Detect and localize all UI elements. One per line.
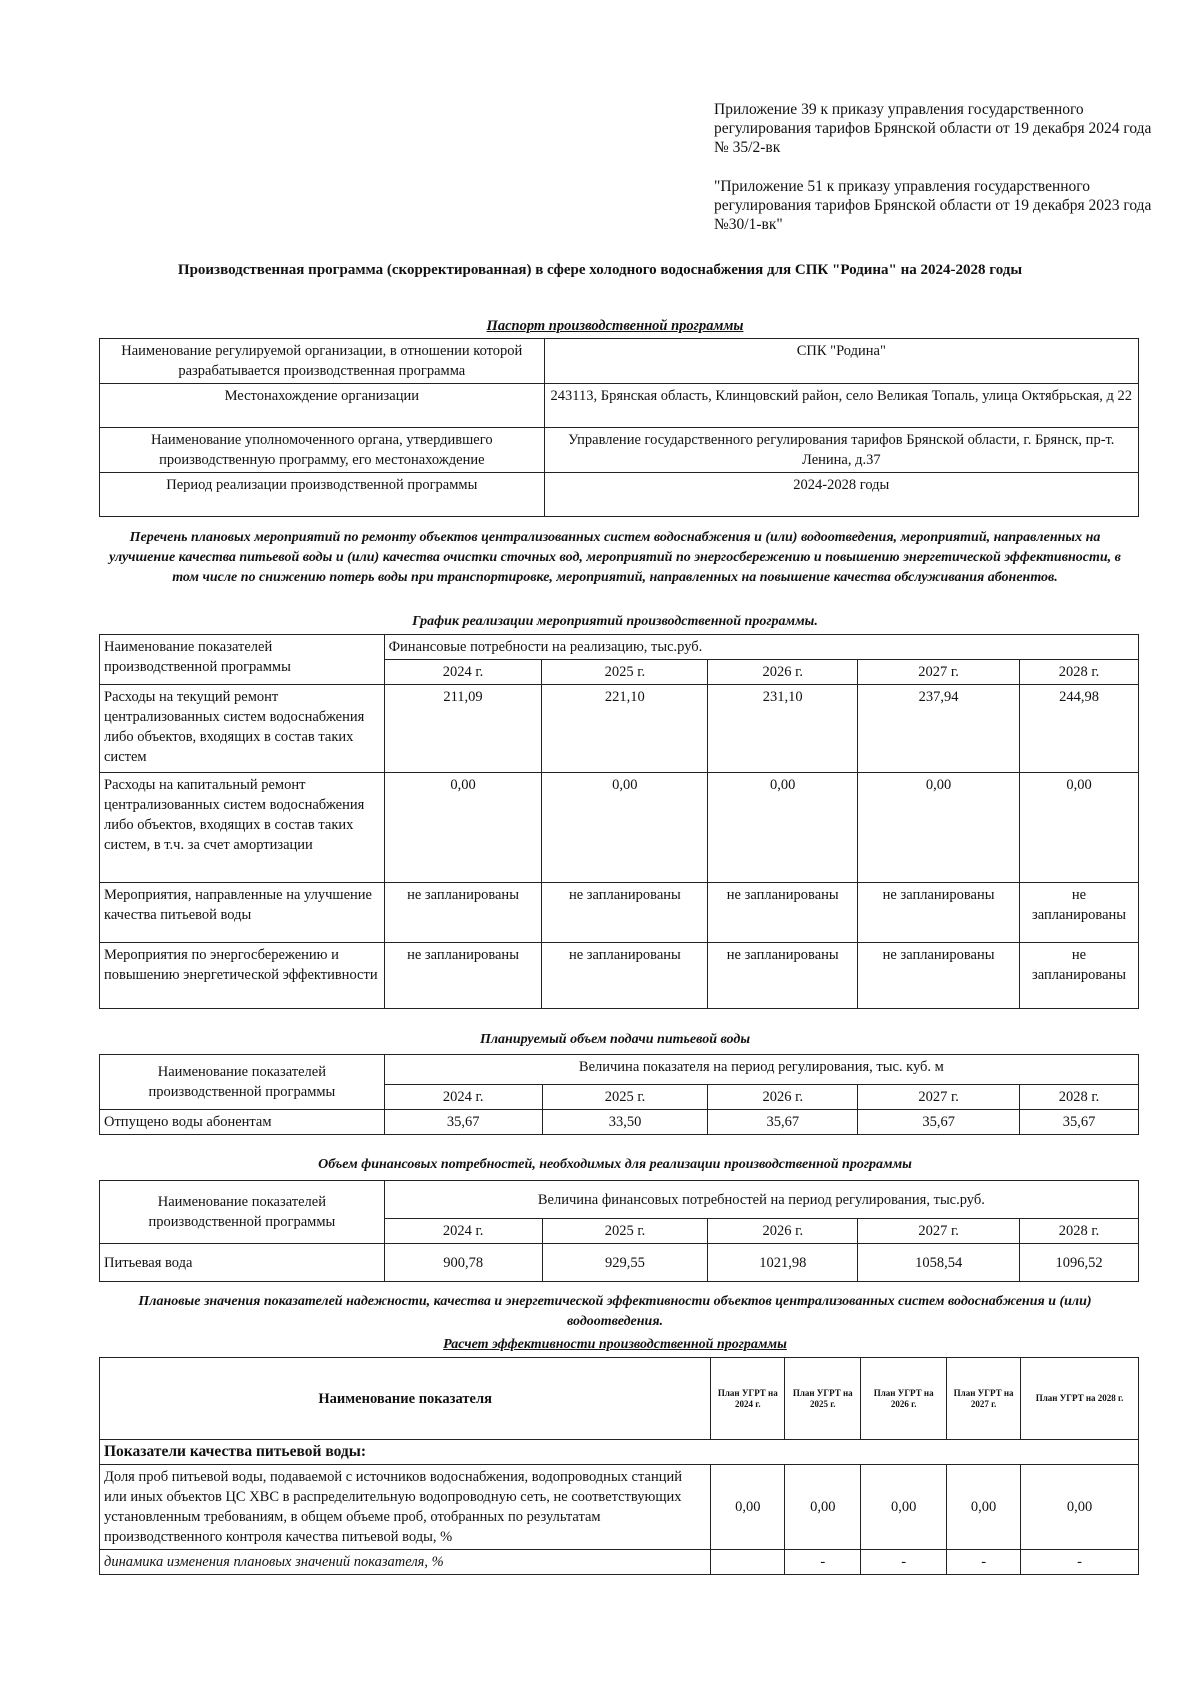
table-row xyxy=(100,773,1139,883)
cell-value: 0,00 xyxy=(542,773,708,883)
cell-value: 0,00 xyxy=(711,1465,785,1550)
passport-label: Наименование регулируемой организации, в отношении которой разрабатывается производственная программа xyxy=(100,339,545,384)
passport-value: 243113, Брянская область, Клинцовский район, село Великая Топаль, улица Октябрьская, д 22 xyxy=(544,384,1138,428)
cell-value: 0,00 xyxy=(1020,773,1139,883)
measures-heading: Перечень плановых мероприятий по ремонту объектов централизованных систем водоснабжения и (или) водоотведения, мероприятий, направленных на улучшение качества питьевой воды и (или) качества очистки сточных вод, мероприятий по энергосбережению и повышению энергетической эффективности, в том числе по снижению потерь воды при транспортировке, мероприятий, направленных на повышение качества обслуживания абонентов. xyxy=(109,530,1121,585)
supply-heading: Планируемый объем подачи питьевой воды xyxy=(479,1032,751,1047)
column-header: Наименование показателей производственной программы xyxy=(100,635,385,685)
cell-value: 221,10 xyxy=(542,685,708,773)
table-row xyxy=(100,883,1139,943)
group-header: Величина показателя на период регулирования, тыс. куб. м xyxy=(384,1055,1138,1085)
cell-value: 0,00 xyxy=(1021,1465,1139,1550)
cell-value: 211,09 xyxy=(384,685,542,773)
cell-value: 0,00 xyxy=(384,773,542,883)
cell-value: 0,00 xyxy=(858,773,1020,883)
year-header: 2026 г. xyxy=(708,660,858,685)
passport-table xyxy=(99,338,1139,517)
year-header: 2024 г. xyxy=(384,1219,542,1244)
finance-table xyxy=(99,1180,1139,1282)
cell-value: 0,00 xyxy=(708,773,858,883)
year-header: 2027 г. xyxy=(858,1085,1020,1110)
year-header: 2026 г. xyxy=(708,1219,858,1244)
year-header: 2024 г. xyxy=(384,1085,542,1110)
cell-value xyxy=(711,1550,785,1575)
efficiency-table xyxy=(99,1357,1139,1575)
cell-value: 0,00 xyxy=(947,1465,1021,1550)
header-line-2: "Приложение 51 к приказу управления государственного регулирования тарифов Брянской области от 19 декабря 2023 года №30/1-вк" xyxy=(714,178,1152,233)
year-header: 2026 г. xyxy=(708,1085,858,1110)
order-header xyxy=(714,100,1154,254)
efficiency-heading: Плановые значения показателей надежности, качества и энергетической эффективности объектов централизованных систем водоснабжения и (или) водоотведения. xyxy=(138,1294,1092,1329)
cell-value: не запланированы xyxy=(542,943,708,1009)
plan-header: План УГРТ на 2025 г. xyxy=(785,1358,861,1440)
year-header: 2028 г. xyxy=(1020,1219,1139,1244)
table-row xyxy=(100,1055,1139,1085)
row-label: Мероприятия, направленные на улучшение качества питьевой воды xyxy=(100,883,385,943)
cell-value: не запланированы xyxy=(708,883,858,943)
cell-value: 0,00 xyxy=(861,1465,947,1550)
cell-value: не запланированы xyxy=(1020,943,1139,1009)
row-label: Мероприятия по энергосбережению и повышению энергетической эффективности xyxy=(100,943,385,1009)
header-line-1: Приложение 39 к приказу управления государственного регулирования тарифов Брянской области от 19 декабря 2024 года № 35/2-вк xyxy=(714,101,1152,156)
row-label: Питьевая вода xyxy=(100,1244,385,1282)
table-row xyxy=(100,384,1139,428)
cell-value: 35,67 xyxy=(708,1110,858,1135)
table-row xyxy=(100,428,1139,473)
cell-value: 0,00 xyxy=(785,1465,861,1550)
measures-subheading: График реализации мероприятий производственной программы. xyxy=(412,614,818,629)
cell-value: 237,94 xyxy=(858,685,1020,773)
cell-value: не запланированы xyxy=(542,883,708,943)
finance-heading: Объем финансовых потребностей, необходимых для реализации производственной программы xyxy=(318,1157,912,1172)
year-header: 2025 г. xyxy=(542,660,708,685)
table-row xyxy=(100,635,1139,660)
cell-value: не запланированы xyxy=(384,943,542,1009)
plan-header: План УГРТ на 2024 г. xyxy=(711,1358,785,1440)
plan-header: План УГРТ на 2028 г. xyxy=(1021,1358,1139,1440)
row-label: Отпущено воды абонентам xyxy=(100,1110,385,1135)
measures-table xyxy=(99,634,1139,1009)
row-label: Расходы на капитальный ремонт централизованных систем водоснабжения либо объектов, входящих в состав таких систем, в т.ч. за счет амортизации xyxy=(100,773,385,883)
table-row xyxy=(100,1440,1139,1465)
passport-label: Местонахождение организации xyxy=(100,384,545,428)
passport-value: Управление государственного регулирования тарифов Брянской области, г. Брянск, пр-т. Ленина, д.37 xyxy=(544,428,1138,473)
year-header: 2025 г. xyxy=(542,1085,708,1110)
column-header: Наименование показателей производственной программы xyxy=(100,1181,385,1244)
table-row xyxy=(100,1181,1139,1219)
group-header: Величина финансовых потребностей на период регулирования, тыс.руб. xyxy=(384,1181,1138,1219)
supply-table xyxy=(99,1054,1139,1135)
year-header: 2027 г. xyxy=(858,660,1020,685)
table-row xyxy=(100,1110,1139,1135)
cell-value: 1058,54 xyxy=(858,1244,1020,1282)
cell-value: 929,55 xyxy=(542,1244,708,1282)
year-header: 2027 г. xyxy=(858,1219,1020,1244)
row-label: Расходы на текущий ремонт централизованных систем водоснабжения либо объектов, входящих в состав таких систем xyxy=(100,685,385,773)
passport-label: Период реализации производственной программы xyxy=(100,473,545,517)
cell-value: 33,50 xyxy=(542,1110,708,1135)
cell-value: - xyxy=(785,1550,861,1575)
cell-value: не запланированы xyxy=(384,883,542,943)
cell-value: 35,67 xyxy=(384,1110,542,1135)
cell-value: 35,67 xyxy=(1020,1110,1139,1135)
cell-value: не запланированы xyxy=(1020,883,1139,943)
column-header: Наименование показателей производственной программы xyxy=(100,1055,385,1110)
column-header: Наименование показателя xyxy=(100,1358,711,1440)
cell-value: 1021,98 xyxy=(708,1244,858,1282)
group-header: Финансовые потребности на реализацию, тыс.руб. xyxy=(384,635,1138,660)
year-header: 2028 г. xyxy=(1020,1085,1139,1110)
efficiency-subheading: Расчет эффективности производственной программы xyxy=(443,1337,787,1352)
cell-value: 900,78 xyxy=(384,1244,542,1282)
passport-value: СПК "Родина" xyxy=(544,339,1138,384)
cell-value: 244,98 xyxy=(1020,685,1139,773)
table-row xyxy=(100,1550,1139,1575)
cell-value: 1096,52 xyxy=(1020,1244,1139,1282)
year-header: 2025 г. xyxy=(542,1219,708,1244)
cell-value: не запланированы xyxy=(858,943,1020,1009)
dynamics-label: динамика изменения плановых значений показателя, % xyxy=(100,1550,711,1575)
cell-value: не запланированы xyxy=(708,943,858,1009)
indicator-label: Доля проб питьевой воды, подаваемой с источников водоснабжения, водопроводных станций или иных объектов ЦС ХВС в распределительную водопроводную сеть, не соответствующих установленным требованиям, в общем объеме проб, отобранных по результатам производственного контроля качества питьевой воды, % xyxy=(100,1465,711,1550)
cell-value: - xyxy=(947,1550,1021,1575)
passport-label: Наименование уполномоченного органа, утвердившего производственную программу, его местонахождение xyxy=(100,428,545,473)
group-row: Показатели качества питьевой воды: xyxy=(100,1440,1139,1465)
table-row xyxy=(100,685,1139,773)
table-row xyxy=(100,1465,1139,1550)
passport-heading: Паспорт производственной программы xyxy=(486,318,744,334)
table-row xyxy=(100,1244,1139,1282)
document-title: Производственная программа (скорректированная) в сфере холодного водоснабжения для СПК "Родина" на 2024-2028 годы xyxy=(177,262,1023,278)
table-row xyxy=(100,943,1139,1009)
table-row xyxy=(100,473,1139,517)
passport-value: 2024-2028 годы xyxy=(544,473,1138,517)
year-header: 2024 г. xyxy=(384,660,542,685)
cell-value: - xyxy=(1021,1550,1139,1575)
year-header: 2028 г. xyxy=(1020,660,1139,685)
cell-value: - xyxy=(861,1550,947,1575)
cell-value: 231,10 xyxy=(708,685,858,773)
plan-header: План УГРТ на 2026 г. xyxy=(861,1358,947,1440)
plan-header: План УГРТ на 2027 г. xyxy=(947,1358,1021,1440)
cell-value: 35,67 xyxy=(858,1110,1020,1135)
table-row xyxy=(100,1358,1139,1440)
cell-value: не запланированы xyxy=(858,883,1020,943)
table-row xyxy=(100,339,1139,384)
